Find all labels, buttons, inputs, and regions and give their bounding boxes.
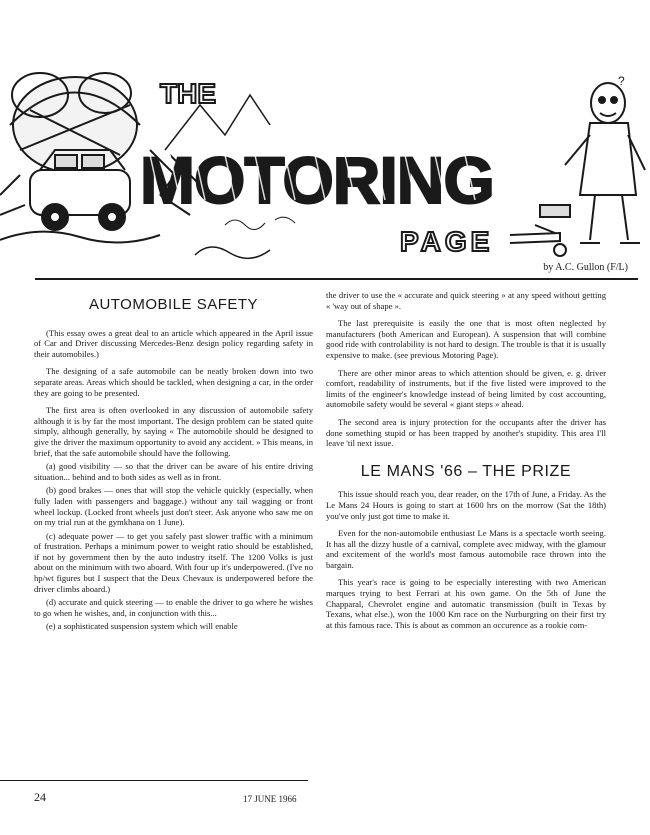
paragraph: This issue should reach you, dear reader, on the 17th of June, a Friday. As the Le Mans 24 Hours is going to start at 1600 hrs on the morrow (Sat the 18th) you've only just got time to make it.	[326, 489, 606, 521]
paragraph: There are other minor areas to which attention should be given, e. g. driver comfort, readability of instruments, but if the five listed were improved to the limits of the engineer's knowledge instead of being limited by cost accounting, automobile safety would be several « giant steps » ahead.	[326, 367, 606, 410]
paragraph: (This essay owes a great deal to an article which appeared in the April issue of Car and Driver discussing Mercedes-Benz design policy regarding safety in their automobiles.)	[34, 327, 313, 359]
paragraph: The first area is often overlooked in any discussion of automobile safety although it is by far the most important. The design problem can be stated quite simply, although generally, by saying « The automobile should be designed to give the driver the maximum opportunity to avoid any accident. » This means, in brief, that the safe automobile should have the following.	[34, 405, 313, 458]
list-item: (c) adequate power — to get you safely past slower traffic with a minimum of frustration. Perhaps a minimum power to weight ratio should be established, if not by government then by the auto industry itself. The 1200 Volks is just about on the minimum with two aboard. With four up it's underpowered. (I've no hp/wt figures but I suspect that the Deux Chevaux is underpowered before the driver climbs aboard.)	[34, 530, 313, 594]
title-motoring: MOTORING	[140, 143, 494, 217]
section-title-le-mans: LE MANS '66 – THE PRIZE	[360, 462, 572, 480]
header-illustration	[0, 55, 650, 270]
title-the: THE	[160, 78, 216, 109]
paragraph: The second area is injury protection for the occupants after the driver has done something stupid or has been trapped by another's stupidity. This area I'll leave 'til next issue.	[326, 416, 606, 449]
header-rule	[35, 278, 638, 280]
paragraph: The designing of a safe automobile can be neatly broken down into two separate areas. Areas which should be tackled, when designing a car, in the order they are going to be presented.	[34, 366, 313, 398]
paragraph: The last prerequisite is easily the one that is most often neglected by manufacturers (both American and European). A suspension that will combine good ride with controlability is not hard to design. The trouble is that it is usually expensive to make. (see previous Motoring Page).	[326, 318, 606, 360]
paragraph: Even for the non-automobile enthusiast Le Mans is a spectacle worth seeing. It has all the dizzy hustle of a carnival, complete avec midway, with the glamour and excitement of the world's most famous automobile race thrown into the bargain.	[326, 528, 606, 570]
list-item: (d) accurate and quick steering — to enable the driver to go where he wishes to go when he wishes, and, in conjunction with this...	[34, 597, 313, 618]
byline: by A.C. Gullon (F/L)	[543, 262, 628, 273]
right-column	[326, 290, 606, 637]
list-item: (b) good brakes — ones that will stop the vehicle quickly (especially, when fully laden with passengers and baggage.) without any tail wagging or front wheel lockup. (Locked front wheels just don't steer. Ask anyone who saw me on on my trial run at the gymkhana on 1 June).	[34, 485, 313, 528]
mechanic-figure-icon	[535, 74, 645, 256]
paragraph: the driver to use the « accurate and quick steering » at any speed without getting « 'way out of shape ».	[326, 290, 606, 311]
left-column	[34, 290, 313, 635]
page-number: 24	[34, 790, 46, 804]
paragraph: This year's race is going to be especially interesting with two American marques trying to best Ferrari at his own game. On the 5th of June the Chapparal, Chevrolet engine and automatic transmission (built in Texas by Texans, what else.), won the 1000 Km race on the Nurburgring on their first try at this famous race. This is about as common an occurence as a rookie com-	[326, 577, 606, 630]
footer-rule	[0, 780, 308, 781]
title-page: PAGE	[400, 226, 494, 257]
svg-text:?: ?	[618, 74, 625, 88]
section-title-automobile-safety: AUTOMOBILE SAFETY	[88, 296, 259, 313]
list-item: (e) a sophisticated suspension system which will enable	[46, 621, 238, 632]
issue-date: 17 JUNE 1966	[243, 794, 297, 804]
list-item: (a) good visibility — so that the driver can be aware of his entire driving situation... behind and to both sides as well as in front.	[34, 461, 313, 482]
